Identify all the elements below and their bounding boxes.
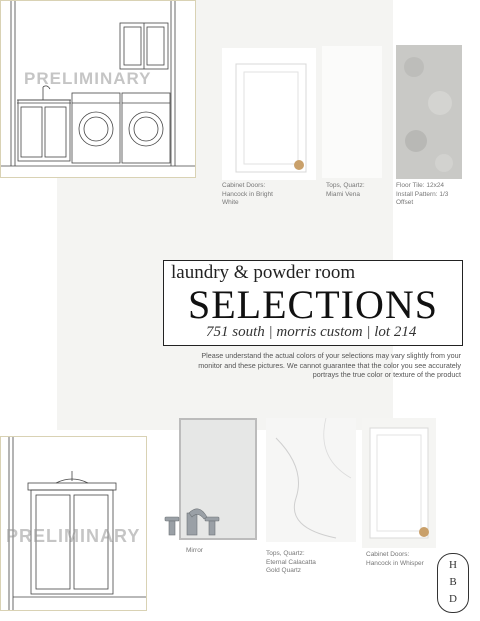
tile-texture <box>396 45 462 179</box>
watermark-laundry: PRELIMINARY <box>24 69 152 88</box>
caption-cabinet-bright-white: Cabinet Doors: Hancock in Bright White <box>222 182 273 206</box>
caption-quartz-miami-vena: Tops, Quartz: Miami Vena <box>326 182 365 198</box>
marble-veins <box>266 418 356 542</box>
knob-icon-whisper <box>419 527 429 537</box>
title-room: laundry & powder room <box>171 262 356 283</box>
watermark-powder: PRELIMINARY <box>6 526 141 546</box>
vanity-drawing <box>1 437 146 610</box>
logo-letter-b: B <box>449 576 457 588</box>
logo-letter-d: D <box>449 593 457 605</box>
swatch-cabinet-whisper <box>362 418 436 548</box>
knob-icon <box>294 160 304 170</box>
logo-letter-h: H <box>449 559 457 571</box>
swatch-quartz-calacatta <box>266 418 356 542</box>
powder-sketch <box>0 436 147 611</box>
swatch-floor-tile <box>396 45 462 179</box>
caption-cabinet-whisper: Cabinet Doors: Hancock in Whisper <box>366 551 424 567</box>
cabinet-door-drawing-whisper <box>362 418 436 548</box>
swatch-cabinet-bright-white <box>222 48 316 180</box>
laundry-sketch <box>0 0 196 178</box>
disclaimer-text: Please understand the actual colors of your selections may vary slightly from your monitor and these pictures. We cannot guarantee that the color you see accurately portrays the true color or texture of the product <box>198 351 461 380</box>
swatch-quartz-miami-vena <box>322 46 382 178</box>
title-subtitle: 751 south | morris custom | lot 214 <box>206 324 417 340</box>
caption-quartz-calacatta: Tops, Quartz: Eternal Calacatta Gold Quartz <box>266 550 316 574</box>
caption-floor-tile: Floor Tile: 12x24 Install Pattern: 1/3 Offset <box>396 182 449 206</box>
faucet-icon <box>161 503 225 537</box>
caption-mirror: Mirror <box>186 547 203 554</box>
brand-logo-icon <box>437 553 469 613</box>
title-selections: SELECTIONS <box>188 282 438 327</box>
laundry-drawing <box>1 1 195 177</box>
cabinet-door-drawing <box>222 48 316 180</box>
